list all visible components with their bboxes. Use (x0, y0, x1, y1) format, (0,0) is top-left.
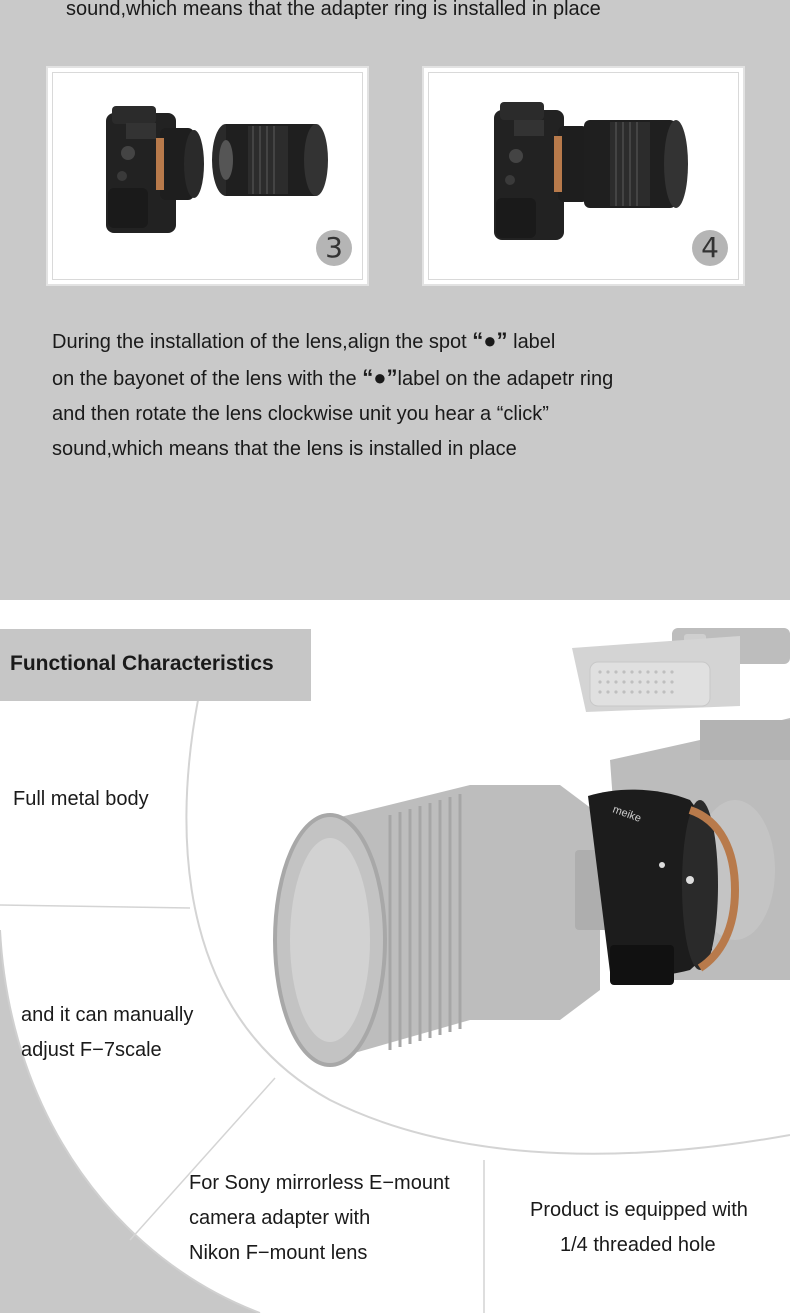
microphone-rig-image (572, 628, 790, 712)
spot-label-symbol: “●” (472, 328, 508, 353)
lens-installation-instructions (52, 323, 613, 467)
step-number-badge: 3 (316, 230, 352, 266)
installation-steps-section (0, 0, 790, 600)
feature-text: 1/4 threaded hole (560, 1234, 716, 1256)
instruction-text: label on the adapetr ring (397, 368, 614, 390)
feature-text: and it can manually (21, 1004, 194, 1026)
feature-text: adjust F−7scale (21, 1039, 162, 1061)
step-2-caption: sound,which means that the adapter ring is installed in place (66, 0, 601, 20)
step-3-photo (46, 66, 369, 286)
feature-mount-compatibility (189, 1166, 450, 1271)
feature-text: Product is equipped with (530, 1199, 748, 1221)
step-4-photo (422, 66, 745, 286)
step-number-badge: 4 (692, 230, 728, 266)
section-title: Functional Characteristics (10, 652, 274, 675)
feature-manual-aperture (21, 998, 193, 1068)
instruction-text: label (507, 331, 556, 353)
nikon-lens-image (275, 785, 615, 1065)
spot-label-symbol: “●” (362, 365, 398, 390)
instruction-text: During the installation of the lens,align the spot (52, 331, 473, 353)
feature-text: Nikon F−mount lens (189, 1242, 368, 1264)
feature-full-metal-body: Full metal body (13, 788, 149, 810)
feature-text: For Sony mirrorless E−mount (189, 1172, 450, 1194)
svg-text:meike: meike (610, 803, 643, 825)
adapter-ring-image (588, 790, 735, 985)
instruction-text: sound,which means that the lens is installed in place (52, 438, 517, 460)
feature-text: camera adapter with (189, 1207, 371, 1229)
functional-characteristics-section (0, 600, 790, 1313)
instruction-text: and then rotate the lens clockwise unit you hear a “click” (52, 403, 549, 425)
feature-threaded-hole (530, 1193, 748, 1263)
instruction-text: on the bayonet of the lens with the (52, 368, 363, 390)
